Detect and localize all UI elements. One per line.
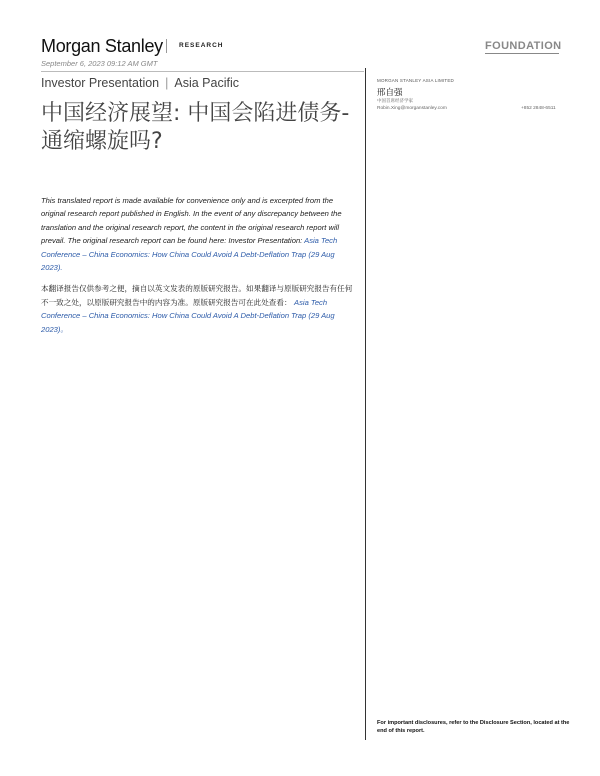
english-report-link[interactable]: Asia Tech Conference – China Economics: How China Could Avoid A Debt-Deflation Trap (29 Aug 2023). [41, 236, 338, 273]
report-type: Investor Presentation [41, 76, 160, 90]
column-divider [365, 68, 366, 740]
analyst-phone: +852 2848-6511 [521, 106, 556, 111]
translation-notice-english [41, 194, 353, 274]
english-notice-text: This translated report is made available for convenience only and is excerpted from the original research report published in English. In the event of any discrepancy between the translation and the original research report, the content in the original research report will prevail. The original research report can be found here: Investor Presentation: [41, 196, 342, 246]
brand-logo: Morgan Stanley [41, 36, 163, 56]
analyst-role: 中国首席经济学家 [377, 99, 413, 104]
analyst-email[interactable]: Robin.Xing@morganstanley.com [377, 106, 447, 111]
header-rule [41, 71, 364, 72]
foundation-badge: FOUNDATION [485, 40, 562, 52]
disclosure-note: For important disclosures, refer to the Disclosure Section, located at the end of this report. [377, 720, 570, 734]
report-subtitle [41, 76, 239, 90]
chinese-notice-text: 本翻译报告仅供参考之便，摘自以英文发表的原版研究报告。如果翻译与原版研究报告有任何不一致之处，以原版研究报告中的内容为准。原版研究报告可在此处查看： [41, 284, 353, 307]
subtitle-separator: | [165, 76, 169, 90]
publish-date: September 6, 2023 09:12 AM GMT [41, 59, 158, 68]
analyst-name: 邢自强 [377, 88, 403, 98]
analyst-firm: MORGAN STANLEY ASIA LIMITED [377, 78, 455, 83]
report-title: 中国经济展望: 中国会陷进债务-通缩螺旋吗? [41, 101, 350, 154]
translation-notice-chinese [41, 282, 353, 336]
brand-divider [166, 39, 167, 53]
badge-underline [485, 53, 559, 54]
chinese-report-link[interactable]: Asia Tech Conference – China Economics: How China Could Avoid A Debt-Deflation Trap (29 Aug 2023)。 [41, 297, 335, 334]
report-region: Asia Pacific [174, 76, 239, 90]
division-label: RESEARCH [179, 42, 224, 49]
